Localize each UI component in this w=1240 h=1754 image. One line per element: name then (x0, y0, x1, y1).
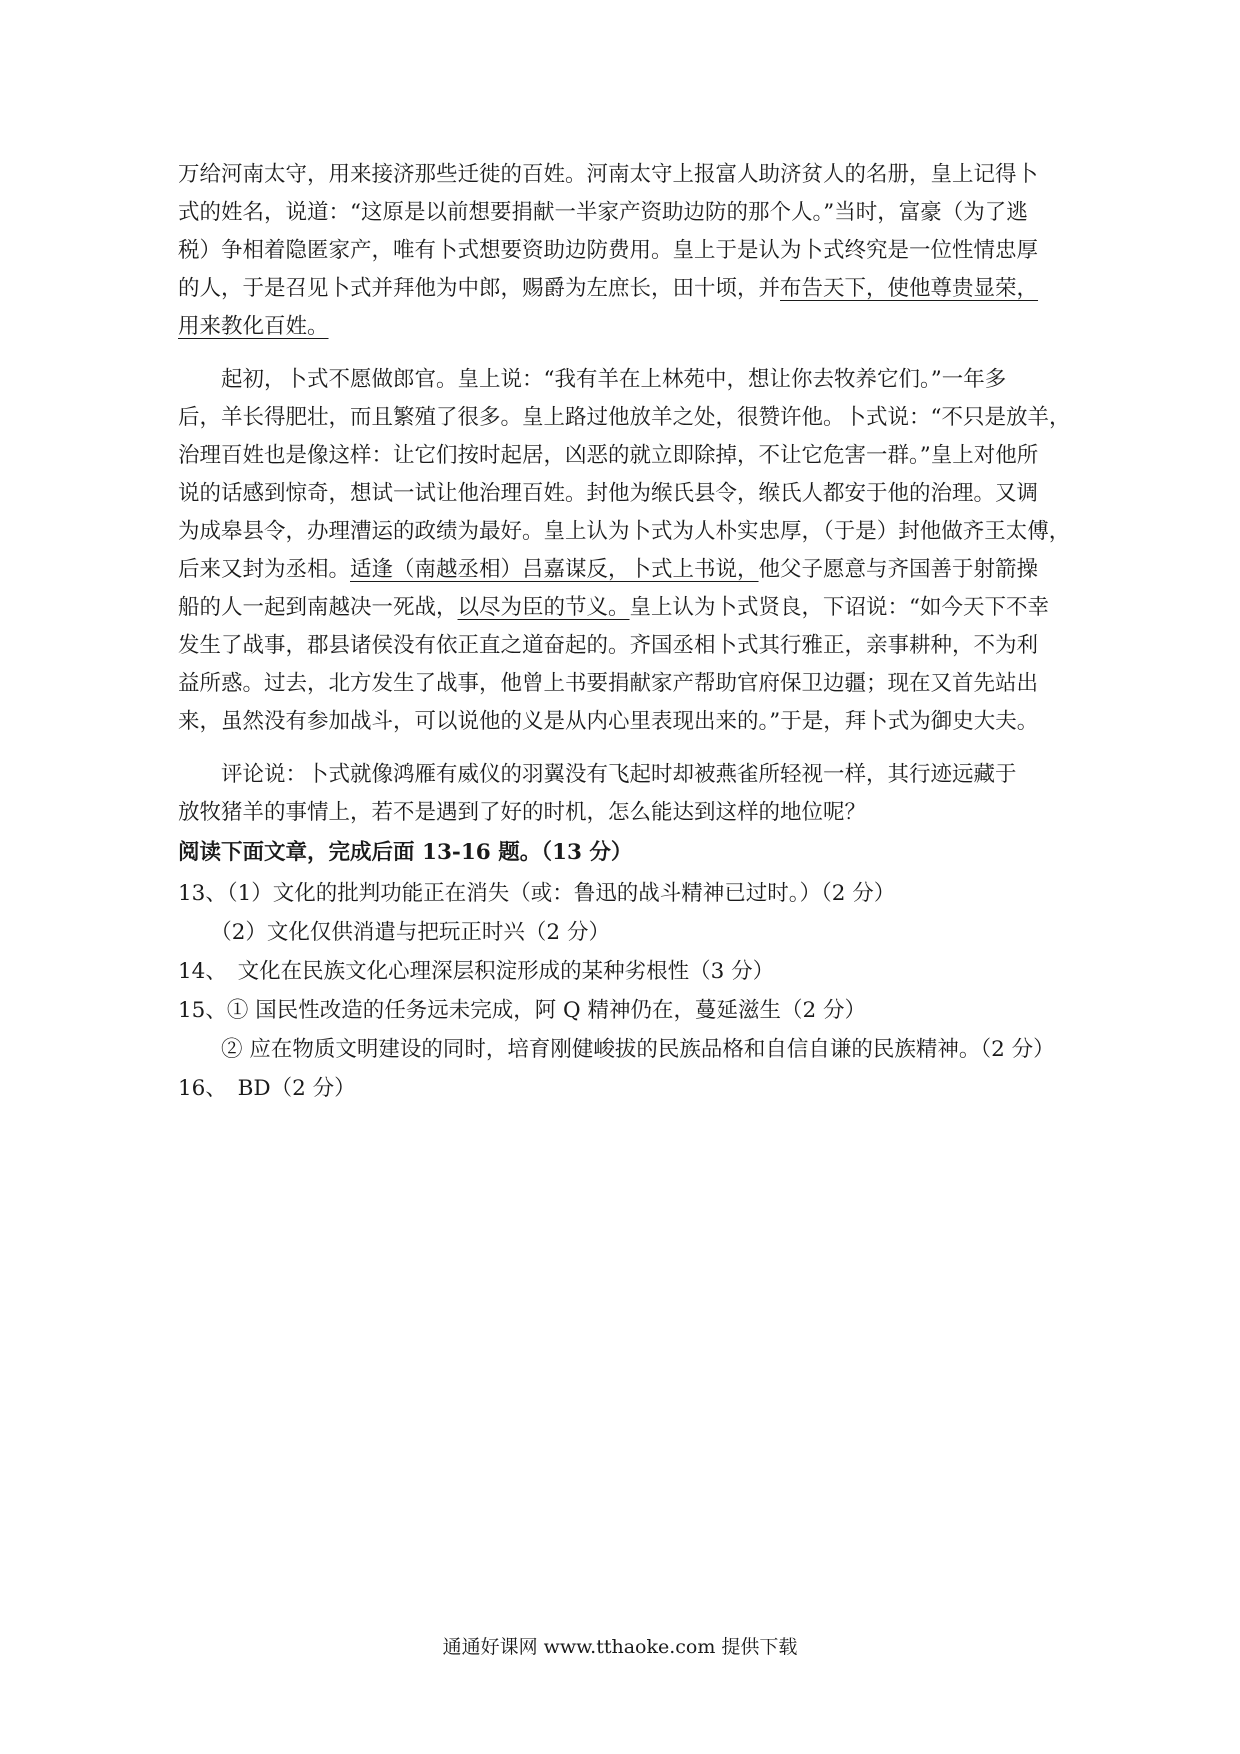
answer-line: （2）文化仅供消遣与把玩正时兴（2 分） (178, 920, 610, 945)
answer-line: 14、 文化在民族文化心理深层积淀形成的某种劣根性（3 分） (178, 959, 775, 984)
passage-line: 起初，卜式不愿做郎官。皇上说：“我有羊在上林苑中，想让你去牧养它们。”一年多 (178, 367, 1007, 392)
passage-text: 的人，于是召见卜式并拜他为中郎，赐爵为左庶长，田十顷，并 (178, 276, 781, 301)
passage-line: 放牧猪羊的事情上，若不是遇到了好的时机，怎么能达到这样的地位呢？ (178, 800, 867, 825)
passage-text: 皇上认为卜式贤良，下诏说：“如今天下不幸 (629, 595, 1050, 620)
answer-line: 15、① 国民性改造的任务远未完成，阿 Q 精神仍在，蔓延滋生（2 分） (178, 998, 867, 1023)
underlined-sentence: 以尽为臣的节义。 (457, 595, 630, 620)
passage-line (178, 312, 1068, 342)
passage-line (178, 555, 1068, 585)
section-heading: 阅读下面文章，完成后面 13-16 题。（13 分） (178, 840, 633, 865)
underlined-sentence: 适逢（南越丞相）吕嘉谋反，卜式上书说， (350, 557, 759, 582)
underlined-sentence: 布告天下，使他尊贵显荣， (780, 276, 1039, 301)
answer-line: 13、（1）文化的批判功能正在消失（或：鲁迅的战斗精神已过时。）（2 分） (178, 881, 896, 906)
passage-line: 式的姓名，说道：“这原是以前想要捐献一半家产资助边防的那个人。”当时，富豪（为了逃 (178, 200, 1028, 225)
answer-line: ② 应在物质文明建设的同时，培育刚健峻拔的民族品格和自信自谦的民族精神。（2 分） (178, 1037, 1055, 1062)
page-footer: 通通好课网 www.tthaoke.com 提供下载 (442, 1636, 798, 1658)
passage-line: 发生了战事，郡县诸侯没有依正直之道奋起的。齐国丞相卜式其行雅正，亲事耕种，不为利 (178, 633, 1039, 658)
passage-line: 税）争相着隐匿家产，唯有卜式想要资助边防费用。皇上于是认为卜式终究是一位性情忠厚 (178, 238, 1039, 263)
passage-line (178, 593, 1068, 623)
passage-text: 后来又封为丞相。 (178, 557, 351, 582)
passage-line: 治理百姓也是像这样：让它们按时起居，凶恶的就立即除掉，不让它危害一群。”皇上对他所 (178, 443, 1039, 468)
passage-text: 船的人一起到南越决一死战， (178, 595, 458, 620)
passage-line (178, 274, 1068, 304)
passage-line: 后，羊长得肥壮，而且繁殖了很多。皇上路过他放羊之处，很赞许他。卜式说：“不只是放羊， (178, 405, 1071, 430)
passage-text: 他父子愿意与齐国善于射箭操 (758, 557, 1039, 582)
passage-line: 为成皋县令，办理漕运的政绩为最好。皇上认为卜式为人朴实忠厚，（于是）封他做齐王太傅， (178, 519, 1071, 544)
passage-line: 评论说：卜式就像鸿雁有威仪的羽翼没有飞起时却被燕雀所轻视一样，其行迹远藏于 (178, 762, 1017, 787)
underlined-sentence: 用来教化百姓。 (178, 314, 329, 339)
passage-line: 说的话感到惊奇，想试一试让他治理百姓。封他为缑氏县令，缑氏人都安于他的治理。又调 (178, 481, 1039, 506)
passage-line: 万给河南太守，用来接济那些迁徙的百姓。河南太守上报富人助济贫人的名册，皇上记得卜 (178, 162, 1039, 187)
answer-line: 16、 BD（2 分） (178, 1076, 356, 1101)
passage-line: 益所惑。过去，北方发生了战事，他曾上书要捐献家产帮助官府保卫边疆；现在又首先站出 (178, 671, 1039, 696)
passage-line: 来，虽然没有参加战斗，可以说他的义是从内心里表现出来的。”于是，拜卜式为御史大夫。 (178, 709, 1039, 734)
